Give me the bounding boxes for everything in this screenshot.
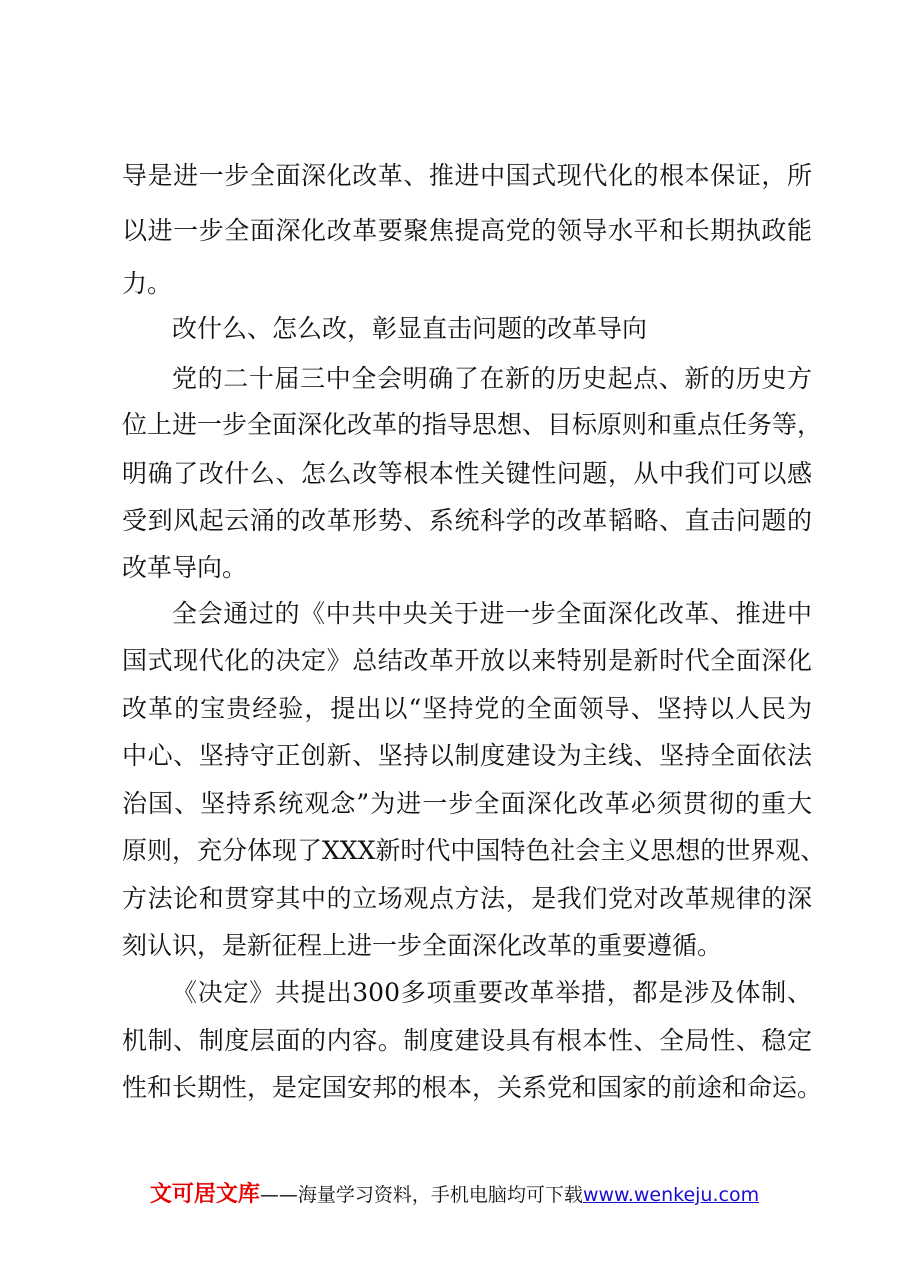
footer-link[interactable]: www.wenkeju.com [582,1184,760,1206]
body-line: 导是进一步全面深化改革、推进中国式现代化的根本保证，所 [122,161,812,190]
body-line: 位上进一步全面深化改革的指导思想、目标原则和重点任务等， [122,410,823,439]
body-line: 力。 [122,269,173,298]
body-line: 机制、制度层面的内容。制度建设具有根本性、全局性、稳定 [122,1026,812,1055]
body-line: 原则，充分体现了XXX新时代中国特色社会主义思想的世界观、 [122,836,826,865]
body-line: 改革的宝贵经验，提出以“坚持党的全面领导、坚持以人民为 [122,694,812,723]
body-line: 全会通过的《中共中央关于进一步全面深化改革、推进中 [172,599,812,628]
body-line: 改革导向。 [122,553,248,582]
body-line: 刻认识，是新征程上进一步全面深化改革的重要遵循。 [122,931,723,960]
body-line: 明确了改什么、怎么改等根本性关键性问题，从中我们可以感 [122,459,812,488]
body-line: 中心、坚持守正创新、坚持以制度建设为主线、坚持全面依法 [122,741,812,770]
footer-banner [0,1181,909,1209]
body-line: 性和长期性，是定国安邦的根本，关系党和国家的前途和命运。 [122,1073,823,1102]
body-line: 治国、坚持系统观念”为进一步全面深化改革必须贯彻的重大 [122,789,812,818]
body-line: 国式现代化的决定》总结改革开放以来特别是新时代全面深化 [122,646,812,675]
body-line: 《决定》共提出300多项重要改革举措，都是涉及体制、 [172,978,812,1007]
body-line: 方法论和贯穿其中的立场观点方法，是我们党对改革规律的深 [122,884,812,913]
section-heading: 改什么、怎么改，彰显直击问题的改革导向 [172,314,648,343]
body-line: 受到风起云涌的改革形势、系统科学的改革韬略、直击问题的 [122,506,812,535]
footer-tagline: ——海量学习资料，手机电脑均可下载 [259,1184,583,1206]
body-line: 党的二十届三中全会明确了在新的历史起点、新的历史方 [172,364,812,393]
footer-brand: 文可居文库 [149,1182,260,1207]
body-line: 以进一步全面深化改革要聚焦提高党的领导水平和长期执政能 [122,216,812,245]
